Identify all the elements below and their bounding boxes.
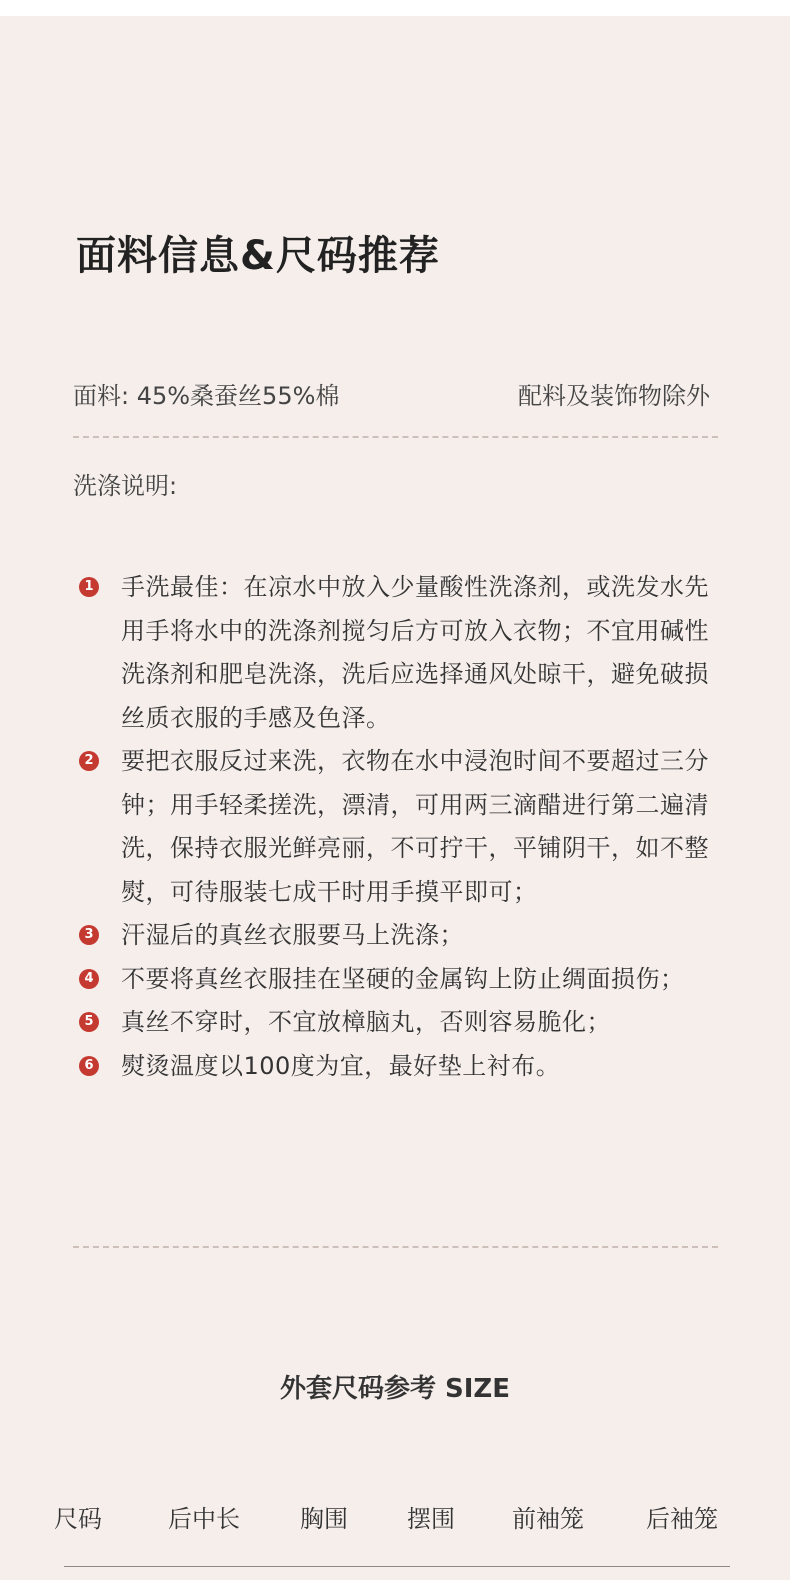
instruction-text: 真丝不穿时，不宜放樟脑丸，否则容易脆化； xyxy=(121,1008,611,1036)
number-badge-2: 2 xyxy=(79,751,99,771)
number-badge-5: 5 xyxy=(79,1012,99,1032)
list-item xyxy=(73,914,723,958)
instruction-text: 不要将真丝衣服挂在坚硬的金属钩上防止绸面损伤； xyxy=(121,964,685,993)
size-header-hem: 摆围 xyxy=(407,1505,455,1533)
number-badge-1: 1 xyxy=(79,577,99,597)
section-title: 面料信息&尺码推荐 xyxy=(76,233,440,279)
instruction-text: 手洗最佳：在凉水中放入少量酸性洗涤剂，或洗发水先用手将水中的洗涤剂搅匀后方可放入衣物；不宜用碱性洗涤剂和肥皂洗涤，洗后应选择通风处晾干，避免破损丝质衣服的手感及色泽。 xyxy=(121,573,709,732)
size-section-title: 外套尺码参考 SIZE xyxy=(279,1374,511,1404)
size-header-chest: 胸围 xyxy=(300,1505,348,1533)
list-item xyxy=(73,958,723,1002)
wash-instructions-list xyxy=(73,566,723,1088)
fabric-composition: 面料: 45%桑蚕丝55%棉 xyxy=(73,382,340,410)
list-item xyxy=(73,566,723,740)
list-item xyxy=(73,740,723,914)
instruction-text: 要把衣服反过来洗，衣物在水中浸泡时间不要超过三分钟；用手轻柔搓洗，漂清，可用两三滴醋进行第二遍清洗，保持衣服光鲜亮丽，不可拧干，平铺阴干，如不整熨，可待服装七成干时用手摸平即可； xyxy=(121,747,709,906)
size-header-size: 尺码 xyxy=(54,1505,102,1533)
instruction-text: 汗湿后的真丝衣服要马上洗涤； xyxy=(121,921,464,949)
fabric-note: 配料及装饰物除外 xyxy=(518,382,710,410)
list-item xyxy=(73,1045,723,1089)
table-header-divider xyxy=(64,1566,730,1567)
size-header-back-length: 后中长 xyxy=(168,1505,240,1533)
number-badge-6: 6 xyxy=(79,1056,99,1076)
instruction-text: 熨烫温度以100度为宜，最好垫上衬布。 xyxy=(121,1051,561,1080)
wash-instructions-label: 洗涤说明: xyxy=(73,472,178,500)
divider xyxy=(73,1246,718,1248)
number-badge-3: 3 xyxy=(79,925,99,945)
list-item xyxy=(73,1001,723,1045)
size-header-front-armhole: 前袖笼 xyxy=(512,1505,584,1533)
number-badge-4: 4 xyxy=(79,969,99,989)
product-detail-panel xyxy=(0,16,790,1580)
divider xyxy=(73,436,718,438)
size-header-back-armhole: 后袖笼 xyxy=(646,1505,718,1533)
